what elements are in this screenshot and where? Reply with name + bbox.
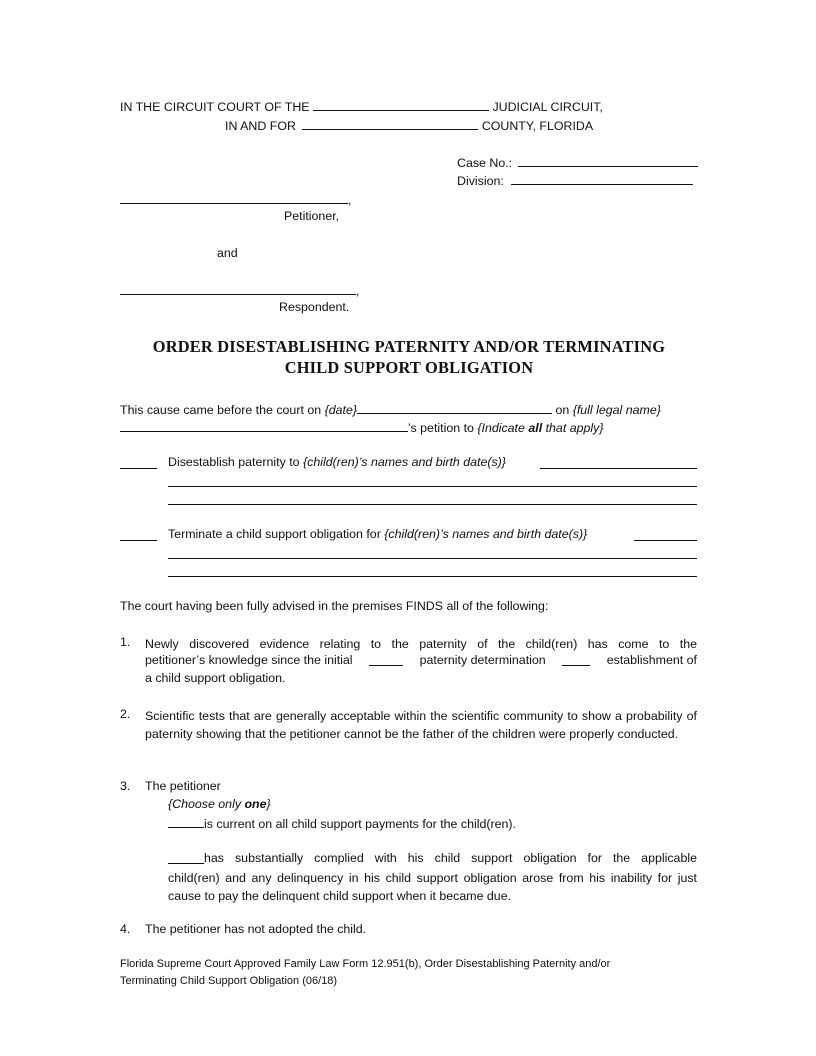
terminate-children-field[interactable]: [634, 540, 697, 541]
petitioner-label: Petitioner,: [284, 209, 340, 223]
finding-4-text: The petitioner has not adopted the child.: [145, 922, 367, 936]
finding-3-option2-rest: child(ren) and any delinquency in his child support obligation arose from his inability for just cause to pay the delinquent child support when it became due.: [168, 871, 697, 903]
current-payments-checkbox-line[interactable]: [168, 815, 204, 828]
finding-2-number: 2.: [120, 707, 131, 721]
judicial-circuit-field[interactable]: [313, 98, 489, 111]
findings-intro: The court having been fully advised in the premises FINDS all of the following:: [120, 599, 549, 613]
disestablish-option: Disestablish paternity to {child(ren)’s names and birth date(s)}: [168, 455, 506, 469]
petitioner-name-row: ,: [120, 191, 351, 207]
initial-support-checkbox-line[interactable]: [562, 653, 590, 666]
respondent-name-field[interactable]: [120, 282, 356, 295]
respondent-label: Respondent.: [279, 300, 350, 314]
terminate-checkbox-line[interactable]: [120, 540, 157, 541]
intro-line2: ’s petition to {Indicate all that apply}: [120, 419, 603, 435]
initial-paternity-checkbox-line[interactable]: [369, 653, 403, 666]
division-field[interactable]: [511, 172, 693, 185]
form-footer: Florida Supreme Court Approved Family Law Form 12.951(b), Order Disestablishing Paternity and/or Terminating Child Support Obligation (06/18): [120, 958, 611, 987]
document-title-line2: CHILD SUPPORT OBLIGATION: [284, 358, 534, 377]
division-row: Division:: [457, 172, 693, 188]
finding-1-line2: petitioner’s knowledge since the initial paternity determination establishment of: [145, 653, 697, 667]
case-number-row: Case No.:: [457, 154, 698, 170]
finding-1-line1: Newly discovered evidence relating to the paternity of the child(ren) has come to the: [145, 637, 697, 651]
terminate-children-line3[interactable]: [168, 576, 697, 577]
intro-line1: This cause came before the court on {date} on {full legal name}: [120, 403, 661, 417]
finding-1-number: 1.: [120, 635, 131, 649]
disestablish-children-field[interactable]: [540, 468, 697, 469]
hearing-date-field[interactable]: [357, 401, 552, 414]
disestablish-checkbox-line[interactable]: [120, 468, 157, 469]
county-field[interactable]: [302, 117, 478, 130]
respondent-name-row: ,: [120, 282, 359, 298]
and-label: and: [217, 246, 238, 260]
document-title-line1: ORDER DISESTABLISHING PATERNITY AND/OR TERMINATING: [152, 337, 666, 356]
finding-3-text: The petitioner: [145, 779, 221, 793]
disestablish-children-line2[interactable]: [168, 486, 697, 487]
court-heading-line1: IN THE CIRCUIT COURT OF THE JUDICIAL CIRCUIT,: [120, 100, 603, 114]
finding-3-number: 3.: [120, 779, 131, 793]
finding-3-option1: is current on all child support payments for the child(ren).: [168, 815, 516, 831]
finding-2-text: Scientific tests that are generally acceptable within the scientific community to show a probability of paternity showing that the petitioner cannot be the father of the children were properly conducted.: [145, 709, 697, 741]
petitioner-full-name-field[interactable]: [120, 419, 408, 432]
substantial-compliance-checkbox-line[interactable]: [168, 851, 204, 864]
petitioner-name-field[interactable]: [120, 191, 348, 204]
terminate-children-line2[interactable]: [168, 558, 697, 559]
finding-1-line3: a child support obligation.: [145, 671, 286, 685]
disestablish-children-line3[interactable]: [168, 504, 697, 505]
terminate-option: Terminate a child support obligation for {child(ren)’s names and birth date(s)}: [168, 527, 588, 541]
finding-4-number: 4.: [120, 922, 131, 936]
court-heading-line2: IN AND FOR COUNTY, FLORIDA: [225, 119, 594, 133]
case-number-field[interactable]: [518, 154, 698, 167]
choose-one-instruction: {Choose only one}: [168, 797, 271, 811]
finding-3-option2-line1: has substantially complied with his child support obligation for the applicable: [168, 851, 697, 865]
